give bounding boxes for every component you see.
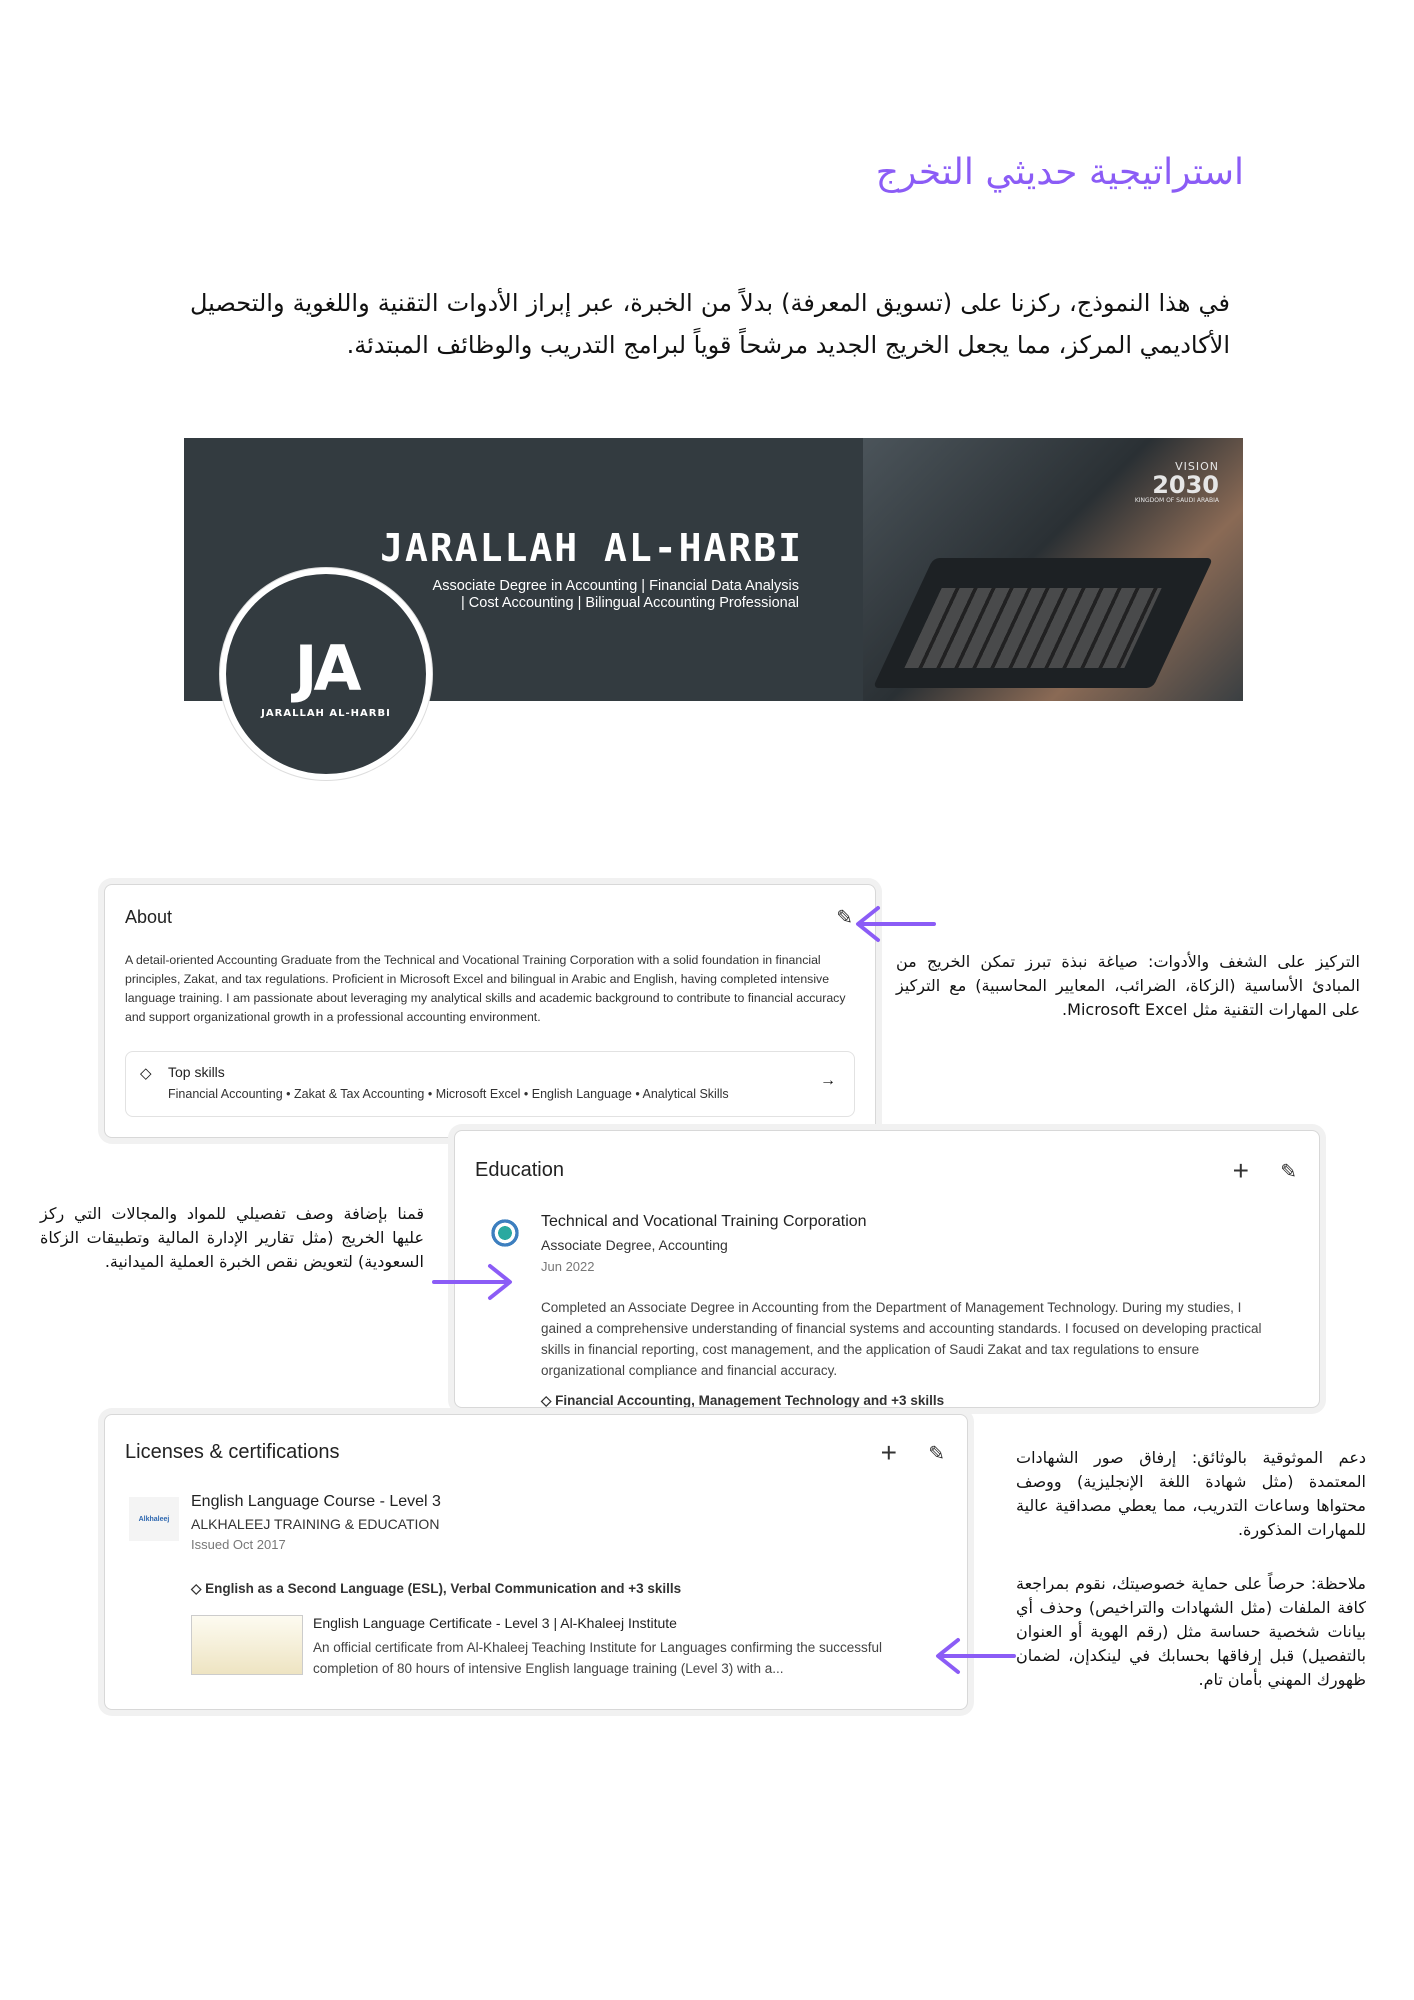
- course-title[interactable]: English Language Course - Level 3: [191, 1493, 441, 1510]
- licenses-heading: Licenses & certifications: [125, 1441, 340, 1463]
- education-card: [454, 1130, 1320, 1408]
- avatar[interactable]: [220, 568, 432, 780]
- privacy-note: ملاحظة: حرصاً على حماية خصوصيتك، نقوم بمراجعة كافة الملفات (مثل الشهادات والتراخيص) وحذف أي بيانات شخصية حساسة مثل (رقم الهوية أو العنوان بالتفصيل) قبل إرفاقها بحسابك في لينكدإن، لضمان ظهورك المهني بأمان تام.: [1016, 1574, 1366, 1689]
- banner-name: JARALLAH AL-HARBI: [380, 526, 803, 570]
- certificate-description: An official certificate from Al-Khaleej Teaching Institute for Languages confirming the successful completion of 80 hours of intensive English language training (Level 3) with a...: [313, 1640, 883, 1676]
- course-issuer: ALKHALEEJ TRAINING & EDUCATION: [191, 1516, 440, 1532]
- diamond-icon: ◇: [140, 1065, 152, 1082]
- arrow-left-icon: [932, 1636, 1018, 1676]
- certificate-title[interactable]: English Language Certificate - Level 3 | Al-Khaleej Institute: [313, 1615, 677, 1631]
- about-description: A detail-oriented Accounting Graduate from the Technical and Vocational Training Corporation with a solid foundation in financial principles, Zakat, and tax regulations. Proficient in Microsoft Excel and bilingual in Arabic and English, having completed intensive language training. I am passionate about leveraging my analytical skills and academic background to contribute to financial accuracy and support organizational growth in a professional accounting environment.: [125, 953, 846, 1024]
- avatar-name: JARALLAH AL-HARBI: [261, 708, 391, 719]
- avatar-monogram: JA: [294, 632, 358, 705]
- about-note: التركيز على الشغف والأدوات: صياغة نبذة تبرز تمكن الخريج من المبادئ الأساسية (الزكاة، الضرائب، المعايير المحاسبية) مع التركيز على المهارات التقنية مثل Microsoft Excel.: [896, 952, 1360, 1019]
- intro-paragraph: في هذا النموذج، ركزنا على (تسويق المعرفة) بدلاً من الخبرة، عبر إبراز الأدوات التقنية واللغوية والتحصيل الأكاديمي المركز، مما يجعل الخريج الجديد مرشحاً قوياً لبرامج التدريب والوظائف المبتدئة.: [190, 289, 1230, 359]
- education-heading: Education: [475, 1159, 564, 1181]
- arrow-right-icon: [430, 1262, 516, 1302]
- education-description: Completed an Associate Degree in Accounting from the Department of Management Technology. During my studies, I gained a comprehensive understanding of financial systems and accounting standards. I focused on developing practical skills in financial reporting, cost management, and the application of Saudi Zakat and tax regulations to ensure organizational compliance and financial accuracy.: [541, 1300, 1262, 1378]
- banner-headline: Associate Degree in Accounting | Financial Data Analysis | Cost Accounting | Bilingual Accounting Professional: [432, 578, 799, 611]
- top-skills-label: Top skills: [168, 1064, 225, 1080]
- pencil-icon[interactable]: ✎: [836, 907, 853, 929]
- education-institution[interactable]: Technical and Vocational Training Corporation: [541, 1213, 867, 1230]
- certificate-note: دعم الموثوقية بالوثائق: إرفاق صور الشهادات المعتمدة (مثل شهادة اللغة الإنجليزية) ووصف محتواها وساعات التدريب، مما يعطي مصداقية عالية للمهارات المذكورة.: [1016, 1448, 1366, 1539]
- course-skills[interactable]: ◇ English as a Second Language (ESL), Verbal Communication and +3 skills: [191, 1581, 682, 1596]
- top-skills-box[interactable]: [125, 1051, 855, 1117]
- alkhaleej-logo: Alkhaleej: [129, 1497, 179, 1541]
- top-skills-list: Financial Accounting • Zakat & Tax Accounting • Microsoft Excel • English Language • Analytical Skills: [168, 1087, 729, 1101]
- arrow-left-icon: [852, 904, 938, 944]
- vision-2030-logo: VISION 2030 KINGDOM OF SAUDI ARABIA: [1134, 460, 1219, 504]
- tvtc-logo: [489, 1217, 521, 1249]
- page-title: استراتيجية حديثي التخرج: [875, 152, 1244, 193]
- about-heading: About: [125, 907, 173, 927]
- certificate-thumbnail[interactable]: [191, 1615, 303, 1675]
- pencil-icon[interactable]: ✎: [1280, 1161, 1297, 1183]
- licenses-card: [104, 1414, 968, 1710]
- pencil-icon[interactable]: ✎: [928, 1443, 945, 1465]
- education-degree: Associate Degree, Accounting: [541, 1237, 728, 1253]
- plus-icon[interactable]: +: [1232, 1155, 1249, 1186]
- keyboard-graphic: [904, 588, 1161, 668]
- plus-icon[interactable]: +: [880, 1437, 897, 1468]
- about-card: [104, 884, 876, 1138]
- arrow-right-icon[interactable]: →: [820, 1072, 836, 1089]
- banner-photo: [863, 438, 1243, 701]
- education-date: Jun 2022: [541, 1259, 595, 1274]
- course-issued-date: Issued Oct 2017: [191, 1537, 286, 1552]
- education-note: قمنا بإضافة وصف تفصيلي للمواد والمجالات التي ركز عليها الخريج (مثل تقارير الإدارة المالية وتطبيقات الزكاة السعودية) لتعويض نقص الخبرة العملية الميدانية.: [40, 1204, 424, 1271]
- education-skills[interactable]: ◇ Financial Accounting, Management Technology and +3 skills: [541, 1393, 945, 1408]
